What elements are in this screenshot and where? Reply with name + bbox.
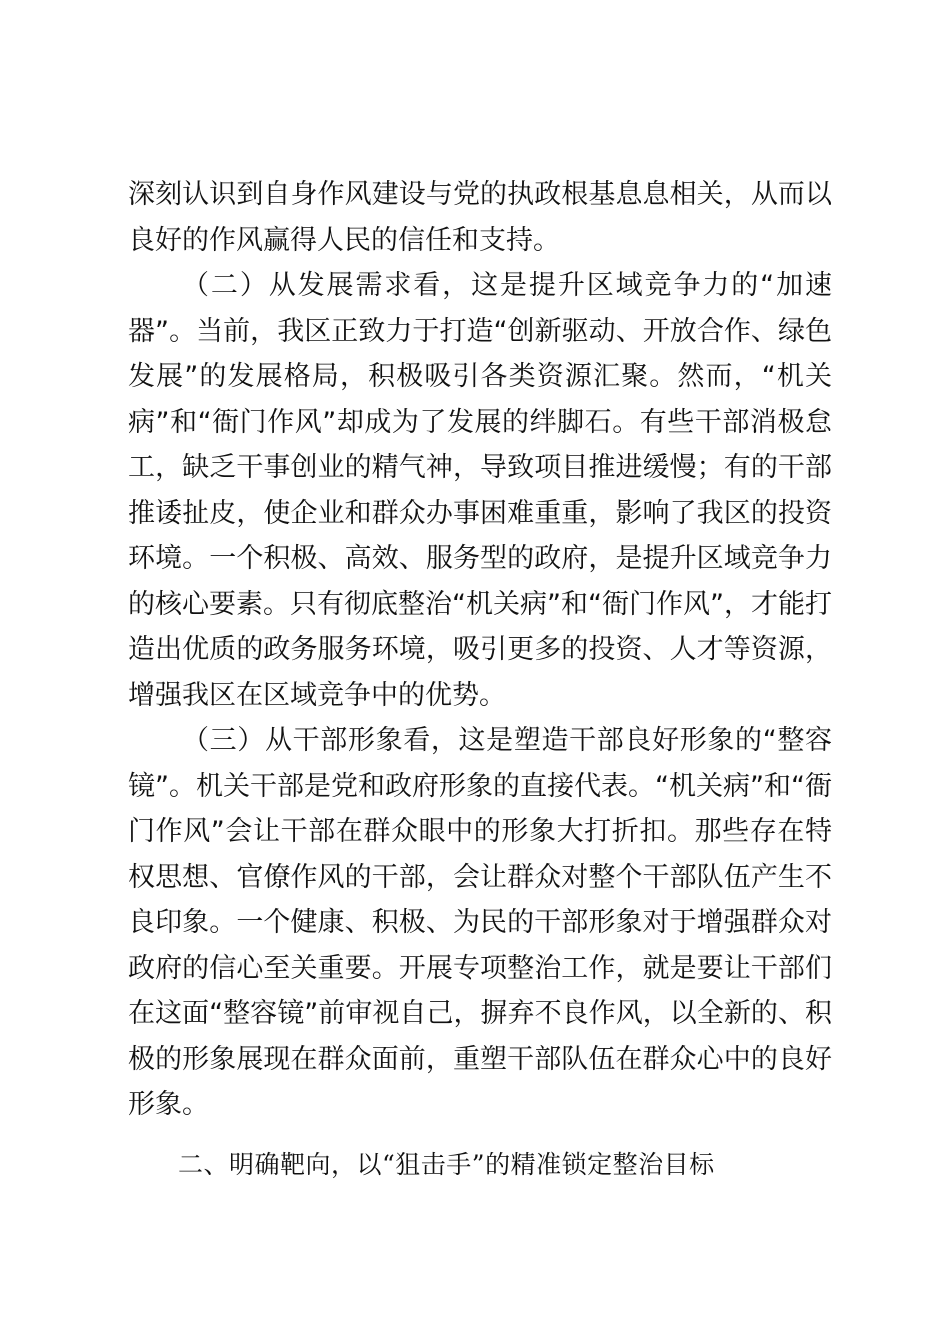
- paragraph-cadre-image: （三）从干部形象看，这是塑造干部良好形象的“整容镜”。机关干部是党和政府形象的直接代表。“机关病”和“衙门作风”会让干部在群众眼中的形象大打折扣。那些存在特权思想、官僚作风的干部，会让群众对整个干部队伍产生不良印象。一个健康、积极、为民的干部形象对于增强群众对政府的信心至关重要。开展专项整治工作，就是要让干部们在这面“整容镜”前审视自己，摒弃不良作风，以全新的、积极的形象展现在群众面前，重塑干部队伍在群众心中的良好形象。: [128, 725, 832, 1120]
- paragraph-development-needs: （二）从发展需求看，这是提升区域竞争力的“加速器”。当前，我区正致力于打造“创新驱动、开放合作、绿色发展”的发展格局，积极吸引各类资源汇聚。然而，“机关病”和“衙门作风”却成为了发展的绊脚石。有些干部消极怠工，缺乏干事创业的精气神，导致项目推进缓慢；有的干部推诿扯皮，使企业和群众办事困难重重，影响了我区的投资环境。一个积极、高效、服务型的政府，是提升区域竞争力的核心要素。只有彻底整治“机关病”和“衙门作风”，才能打造出优质的政务服务环境，吸引更多的投资、人才等资源，增强我区在区域竞争中的优势。: [128, 270, 832, 711]
- section-heading: 二、明确靶向，以“狙击手”的精准锁定整治目标: [178, 1149, 715, 1179]
- document-body: [128, 172, 832, 1187]
- paragraph-continuation: 深刻认识到自身作风建设与党的执政根基息息相关，从而以良好的作风赢得人民的信任和支持。: [128, 179, 832, 256]
